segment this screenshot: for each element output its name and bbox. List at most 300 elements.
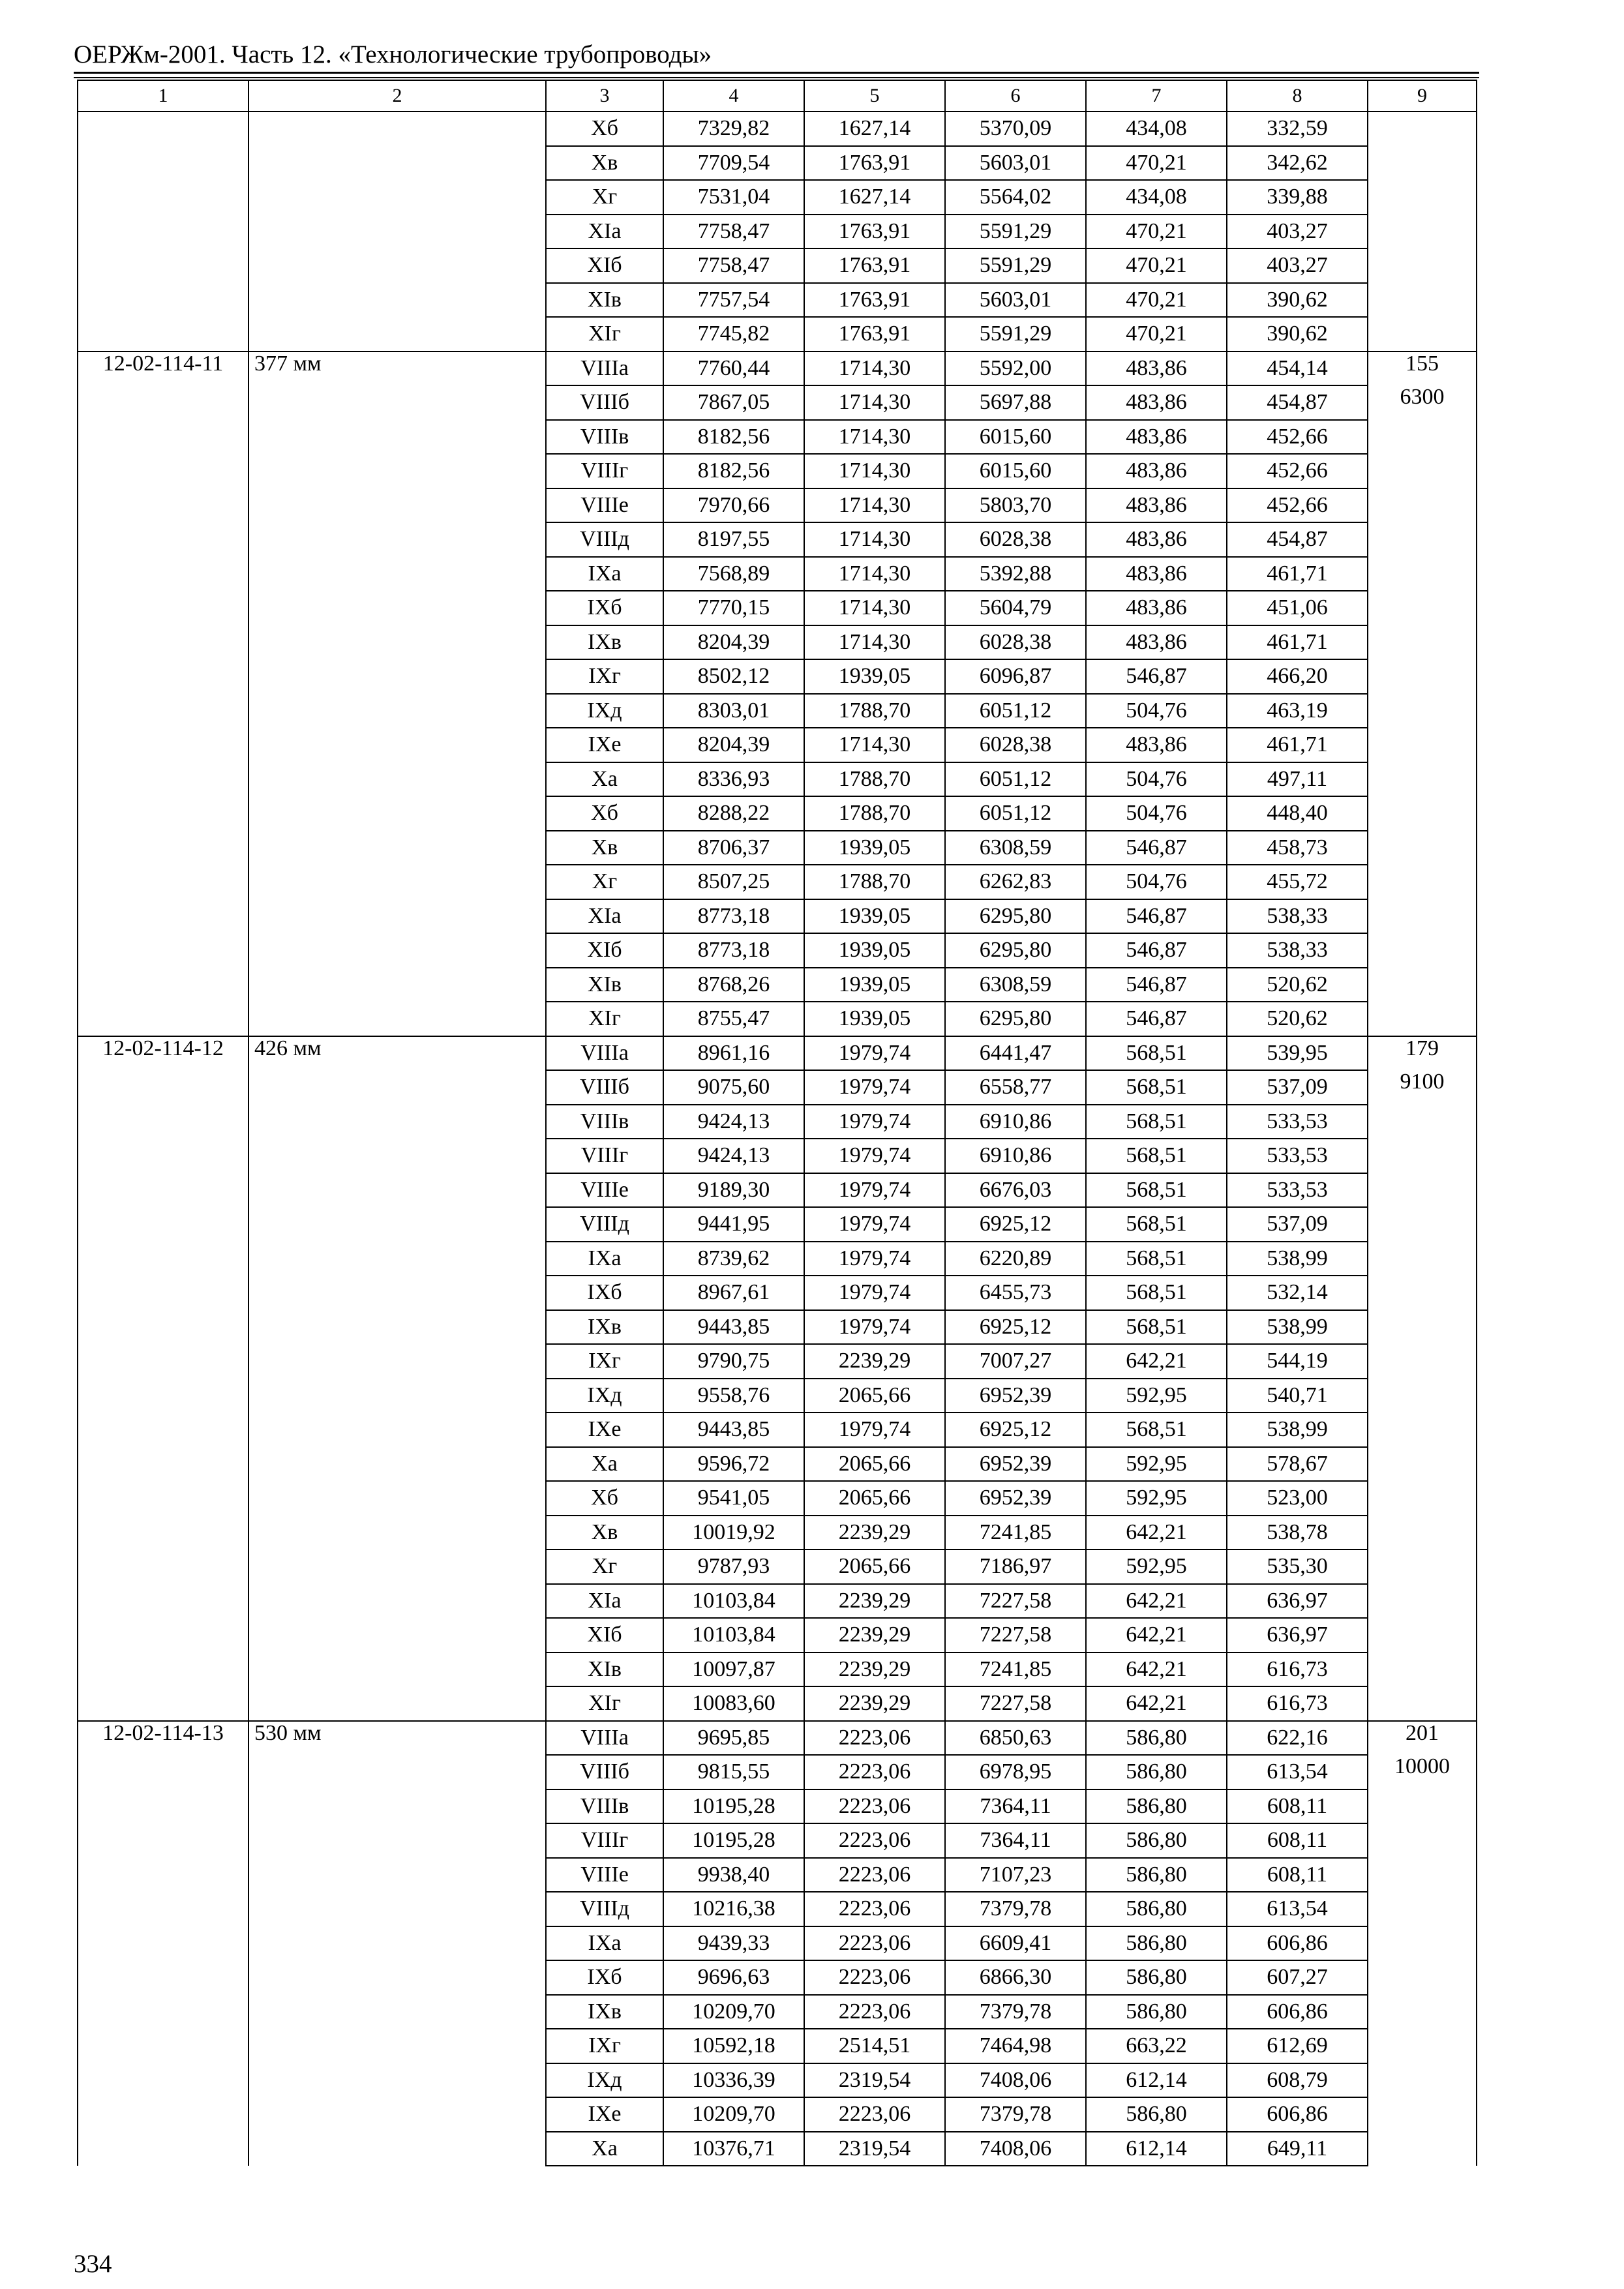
table-row: [78, 796, 1477, 831]
table-row: [78, 1413, 1477, 1447]
zone-cell: Xг: [546, 180, 663, 215]
rate-code: [78, 1823, 248, 1858]
wages-cell: 1979,74: [804, 1070, 945, 1105]
wages-cell: 1714,30: [804, 385, 945, 420]
wages-cell: 1979,74: [804, 1036, 945, 1071]
pipe-diameter: [248, 933, 546, 968]
rate-code: [78, 146, 248, 181]
machines-cell: 5603,01: [945, 146, 1086, 181]
operators-wages-cell: 592,95: [1086, 1481, 1227, 1516]
operators-wages-cell: 568,51: [1086, 1413, 1227, 1447]
table-row: [78, 1549, 1477, 1584]
wages-cell: 1979,74: [804, 1242, 945, 1276]
materials-cell: 606,86: [1227, 2097, 1368, 2132]
table-row: [78, 1926, 1477, 1961]
table-row: [78, 1516, 1477, 1550]
machines-cell: 7227,58: [945, 1686, 1086, 1721]
total-cost-cell: 9938,40: [663, 1858, 804, 1893]
wages-cell: 1714,30: [804, 557, 945, 591]
zone-cell: XIг: [546, 1002, 663, 1036]
zone-cell: Xа: [546, 2132, 663, 2166]
machines-cell: 7379,78: [945, 1995, 1086, 2029]
wages-cell: 1763,91: [804, 317, 945, 352]
total-cost-cell: 8336,93: [663, 762, 804, 797]
rate-code: [78, 557, 248, 591]
machines-cell: 6295,80: [945, 1002, 1086, 1036]
rate-code: [78, 2132, 248, 2166]
materials-cell: 403,27: [1227, 215, 1368, 249]
column-number: 3: [546, 80, 663, 112]
rate-code: [78, 1516, 248, 1550]
materials-cell: 539,95: [1227, 1036, 1368, 1071]
pipe-diameter: [248, 899, 546, 934]
wages-cell: 1627,14: [804, 180, 945, 215]
materials-cell: 537,09: [1227, 1070, 1368, 1105]
pipe-diameter: [248, 1995, 546, 2029]
total-cost-cell: 8502,12: [663, 659, 804, 694]
machines-cell: 6015,60: [945, 420, 1086, 455]
wages-cell: 2223,06: [804, 1892, 945, 1926]
materials-cell: 454,87: [1227, 522, 1368, 557]
operators-wages-cell: 586,80: [1086, 1755, 1227, 1789]
column-number-row: [78, 80, 1477, 112]
wages-cell: 1714,30: [804, 625, 945, 660]
extra-value: [1368, 522, 1477, 557]
zone-cell: Xг: [546, 1549, 663, 1584]
pipe-diameter: [248, 1755, 546, 1789]
extra-value: [1368, 146, 1477, 181]
machines-cell: 6910,86: [945, 1105, 1086, 1139]
machines-cell: 5803,70: [945, 488, 1086, 523]
materials-cell: 538,99: [1227, 1413, 1368, 1447]
header-rule-thin: [74, 77, 1479, 78]
materials-cell: 606,86: [1227, 1995, 1368, 2029]
machines-cell: 6925,12: [945, 1413, 1086, 1447]
zone-cell: XIа: [546, 215, 663, 249]
operators-wages-cell: 586,80: [1086, 1960, 1227, 1995]
zone-cell: VIIIб: [546, 385, 663, 420]
operators-wages-cell: 546,87: [1086, 831, 1227, 865]
extra-value: [1368, 1516, 1477, 1550]
materials-cell: 622,16: [1227, 1721, 1368, 1756]
rate-code: [78, 1002, 248, 1036]
pipe-diameter: [248, 1379, 546, 1413]
table-row: [78, 522, 1477, 557]
pipe-diameter: [248, 1242, 546, 1276]
extra-value: 6300: [1368, 385, 1477, 420]
pipe-diameter: [248, 1549, 546, 1584]
rate-code: [78, 1926, 248, 1961]
pipe-diameter: [248, 1960, 546, 1995]
rate-code: [78, 659, 248, 694]
zone-cell: IXг: [546, 659, 663, 694]
pipe-diameter: [248, 1686, 546, 1721]
materials-cell: 606,86: [1227, 1926, 1368, 1961]
rate-code: [78, 2063, 248, 2098]
rate-code: [78, 1447, 248, 1482]
operators-wages-cell: 568,51: [1086, 1105, 1227, 1139]
wages-cell: 2239,29: [804, 1584, 945, 1619]
total-cost-cell: 7867,05: [663, 385, 804, 420]
machines-cell: 7379,78: [945, 2097, 1086, 2132]
extra-value: [1368, 420, 1477, 455]
pipe-diameter: [248, 180, 546, 215]
header-rule: [74, 72, 1479, 74]
table-row: [78, 1276, 1477, 1310]
pipe-diameter: [248, 1858, 546, 1893]
table-row: [78, 659, 1477, 694]
operators-wages-cell: 546,87: [1086, 899, 1227, 934]
rate-code: 12-02-114-13: [78, 1721, 248, 1756]
rate-code: [78, 385, 248, 420]
table-row: [78, 1892, 1477, 1926]
pipe-diameter: [248, 968, 546, 1002]
operators-wages-cell: 568,51: [1086, 1207, 1227, 1242]
zone-cell: VIIIд: [546, 1892, 663, 1926]
zone-cell: VIIIг: [546, 454, 663, 488]
total-cost-cell: 8768,26: [663, 968, 804, 1002]
zone-cell: VIIIа: [546, 352, 663, 386]
table-row: [78, 352, 1477, 386]
operators-wages-cell: 586,80: [1086, 1995, 1227, 2029]
operators-wages-cell: 483,86: [1086, 352, 1227, 386]
zone-cell: IXе: [546, 728, 663, 762]
operators-wages-cell: 612,14: [1086, 2132, 1227, 2166]
operators-wages-cell: 642,21: [1086, 1618, 1227, 1653]
materials-cell: 532,14: [1227, 1276, 1368, 1310]
operators-wages-cell: 483,86: [1086, 728, 1227, 762]
machines-cell: 6308,59: [945, 831, 1086, 865]
extra-value: [1368, 762, 1477, 797]
extra-value: [1368, 1789, 1477, 1824]
total-cost-cell: 8197,55: [663, 522, 804, 557]
materials-cell: 458,73: [1227, 831, 1368, 865]
zone-cell: XIб: [546, 248, 663, 283]
zone-cell: VIIIа: [546, 1721, 663, 1756]
operators-wages-cell: 483,86: [1086, 454, 1227, 488]
materials-cell: 452,66: [1227, 454, 1368, 488]
extra-value: [1368, 1379, 1477, 1413]
table-row: [78, 1447, 1477, 1482]
operators-wages-cell: 586,80: [1086, 1721, 1227, 1756]
materials-cell: 454,14: [1227, 352, 1368, 386]
materials-cell: 452,66: [1227, 488, 1368, 523]
pipe-diameter: [248, 283, 546, 318]
machines-cell: 7227,58: [945, 1584, 1086, 1619]
materials-cell: 607,27: [1227, 1960, 1368, 1995]
wages-cell: 1979,74: [804, 1105, 945, 1139]
materials-cell: 497,11: [1227, 762, 1368, 797]
rate-code: [78, 728, 248, 762]
pipe-diameter: [248, 1070, 546, 1105]
rate-code: [78, 625, 248, 660]
materials-cell: 454,87: [1227, 385, 1368, 420]
materials-cell: 533,53: [1227, 1139, 1368, 1173]
extra-value: [1368, 899, 1477, 934]
table-row: [78, 2097, 1477, 2132]
materials-cell: 342,62: [1227, 146, 1368, 181]
pipe-diameter: [248, 796, 546, 831]
rate-code: [78, 522, 248, 557]
extra-value: [1368, 659, 1477, 694]
zone-cell: VIIIд: [546, 522, 663, 557]
total-cost-cell: 9541,05: [663, 1481, 804, 1516]
wages-cell: 1714,30: [804, 522, 945, 557]
wages-cell: 1979,74: [804, 1276, 945, 1310]
column-number: 4: [663, 80, 804, 112]
table-row: [78, 420, 1477, 455]
rate-code: [78, 2029, 248, 2063]
wages-cell: 2223,06: [804, 1960, 945, 1995]
rate-code: [78, 1070, 248, 1105]
extra-value: [1368, 1584, 1477, 1619]
wages-cell: 1979,74: [804, 1173, 945, 1208]
materials-cell: 403,27: [1227, 248, 1368, 283]
total-cost-cell: 9424,13: [663, 1105, 804, 1139]
operators-wages-cell: 568,51: [1086, 1036, 1227, 1071]
zone-cell: Xа: [546, 1447, 663, 1482]
zone-cell: IXб: [546, 1960, 663, 1995]
table-row: [78, 1002, 1477, 1036]
rate-code: [78, 1310, 248, 1345]
zone-cell: VIIIд: [546, 1207, 663, 1242]
total-cost-cell: 10103,84: [663, 1618, 804, 1653]
machines-cell: 6925,12: [945, 1310, 1086, 1345]
pipe-diameter: [248, 1002, 546, 1036]
wages-cell: 2239,29: [804, 1344, 945, 1379]
extra-value: 10000: [1368, 1755, 1477, 1789]
total-cost-cell: 7745,82: [663, 317, 804, 352]
materials-cell: 461,71: [1227, 557, 1368, 591]
wages-cell: 1714,30: [804, 488, 945, 523]
operators-wages-cell: 483,86: [1086, 557, 1227, 591]
total-cost-cell: 9696,63: [663, 1960, 804, 1995]
total-cost-cell: 7329,82: [663, 112, 804, 146]
zone-cell: IXб: [546, 1276, 663, 1310]
wages-cell: 2065,66: [804, 1379, 945, 1413]
operators-wages-cell: 470,21: [1086, 248, 1227, 283]
materials-cell: 535,30: [1227, 1549, 1368, 1584]
extra-value: [1368, 728, 1477, 762]
machines-cell: 6308,59: [945, 968, 1086, 1002]
machines-cell: 7408,06: [945, 2063, 1086, 2098]
operators-wages-cell: 568,51: [1086, 1310, 1227, 1345]
machines-cell: 7227,58: [945, 1618, 1086, 1653]
extra-value: [1368, 1686, 1477, 1721]
operators-wages-cell: 568,51: [1086, 1242, 1227, 1276]
materials-cell: 466,20: [1227, 659, 1368, 694]
pipe-diameter: [248, 1653, 546, 1687]
operators-wages-cell: 642,21: [1086, 1584, 1227, 1619]
wages-cell: 1714,30: [804, 728, 945, 762]
operators-wages-cell: 586,80: [1086, 1858, 1227, 1893]
machines-cell: 6925,12: [945, 1207, 1086, 1242]
table-row: [78, 454, 1477, 488]
machines-cell: 5603,01: [945, 283, 1086, 318]
pipe-diameter: [248, 2097, 546, 2132]
pipe-diameter: [248, 762, 546, 797]
table-row: [78, 694, 1477, 728]
materials-cell: 616,73: [1227, 1653, 1368, 1687]
operators-wages-cell: 592,95: [1086, 1379, 1227, 1413]
extra-value: [1368, 1173, 1477, 1208]
materials-cell: 613,54: [1227, 1892, 1368, 1926]
materials-cell: 390,62: [1227, 283, 1368, 318]
total-cost-cell: 8739,62: [663, 1242, 804, 1276]
extra-value: [1368, 933, 1477, 968]
operators-wages-cell: 568,51: [1086, 1139, 1227, 1173]
machines-cell: 5392,88: [945, 557, 1086, 591]
machines-cell: 5592,00: [945, 352, 1086, 386]
operators-wages-cell: 642,21: [1086, 1653, 1227, 1687]
machines-cell: 7408,06: [945, 2132, 1086, 2166]
machines-cell: 5697,88: [945, 385, 1086, 420]
table-row: [78, 899, 1477, 934]
wages-cell: 1763,91: [804, 215, 945, 249]
extra-value: [1368, 180, 1477, 215]
rate-code: [78, 1481, 248, 1516]
total-cost-cell: 10209,70: [663, 1995, 804, 2029]
pipe-diameter: [248, 625, 546, 660]
extra-value: [1368, 2029, 1477, 2063]
rate-code: [78, 112, 248, 146]
table-row: [78, 865, 1477, 899]
wages-cell: 2239,29: [804, 1618, 945, 1653]
extra-value: [1368, 1926, 1477, 1961]
column-number: 9: [1368, 80, 1477, 112]
total-cost-cell: 9075,60: [663, 1070, 804, 1105]
wages-cell: 1714,30: [804, 352, 945, 386]
table-row: [78, 2132, 1477, 2166]
extra-value: [1368, 831, 1477, 865]
table-row: [78, 1036, 1477, 1071]
extra-value: [1368, 1242, 1477, 1276]
pipe-diameter: [248, 694, 546, 728]
wages-cell: 1788,70: [804, 865, 945, 899]
total-cost-cell: 8706,37: [663, 831, 804, 865]
machines-cell: 6676,03: [945, 1173, 1086, 1208]
materials-cell: 608,11: [1227, 1858, 1368, 1893]
pipe-diameter: [248, 1789, 546, 1824]
pipe-diameter: [248, 728, 546, 762]
operators-wages-cell: 434,08: [1086, 180, 1227, 215]
pipe-diameter: [248, 385, 546, 420]
table-row: [78, 283, 1477, 318]
extra-value: 9100: [1368, 1070, 1477, 1105]
zone-cell: XIб: [546, 933, 663, 968]
wages-cell: 1979,74: [804, 1207, 945, 1242]
operators-wages-cell: 642,21: [1086, 1344, 1227, 1379]
wages-cell: 2319,54: [804, 2132, 945, 2166]
wages-cell: 1979,74: [804, 1413, 945, 1447]
extra-value: [1368, 1139, 1477, 1173]
zone-cell: XIа: [546, 899, 663, 934]
wages-cell: 1714,30: [804, 454, 945, 488]
operators-wages-cell: 470,21: [1086, 146, 1227, 181]
machines-cell: 6455,73: [945, 1276, 1086, 1310]
machines-cell: 6096,87: [945, 659, 1086, 694]
total-cost-cell: 8961,16: [663, 1036, 804, 1071]
rate-code: [78, 1789, 248, 1824]
extra-value: [1368, 796, 1477, 831]
table-row: [78, 1789, 1477, 1824]
operators-wages-cell: 586,80: [1086, 1823, 1227, 1858]
materials-cell: 451,06: [1227, 591, 1368, 625]
rate-code: [78, 248, 248, 283]
machines-cell: 5591,29: [945, 215, 1086, 249]
total-cost-cell: 9596,72: [663, 1447, 804, 1482]
machines-cell: 6028,38: [945, 625, 1086, 660]
pipe-diameter: [248, 1207, 546, 1242]
materials-cell: 613,54: [1227, 1755, 1368, 1789]
operators-wages-cell: 504,76: [1086, 694, 1227, 728]
total-cost-cell: 8755,47: [663, 1002, 804, 1036]
materials-cell: 537,09: [1227, 1207, 1368, 1242]
table-row: [78, 1686, 1477, 1721]
machines-cell: 6910,86: [945, 1139, 1086, 1173]
pipe-diameter: [248, 112, 546, 146]
materials-cell: 608,11: [1227, 1823, 1368, 1858]
total-cost-cell: 10103,84: [663, 1584, 804, 1619]
wages-cell: 1788,70: [804, 796, 945, 831]
pipe-diameter: [248, 1173, 546, 1208]
rate-code: [78, 762, 248, 797]
operators-wages-cell: 568,51: [1086, 1070, 1227, 1105]
operators-wages-cell: 586,80: [1086, 1789, 1227, 1824]
zone-cell: IXг: [546, 2029, 663, 2063]
zone-cell: XIб: [546, 1618, 663, 1653]
table-row: [78, 488, 1477, 523]
pipe-diameter: [248, 488, 546, 523]
rate-code: [78, 2097, 248, 2132]
machines-cell: 5370,09: [945, 112, 1086, 146]
extra-value: [1368, 2097, 1477, 2132]
rate-code: [78, 831, 248, 865]
wages-cell: 1763,91: [804, 248, 945, 283]
table-row: [78, 1242, 1477, 1276]
page-header: ОЕРЖм-2001. Часть 12. «Технологические трубопроводы»: [74, 40, 712, 68]
operators-wages-cell: 483,86: [1086, 488, 1227, 523]
total-cost-cell: 9695,85: [663, 1721, 804, 1756]
extra-value: [1368, 1105, 1477, 1139]
wages-cell: 1939,05: [804, 831, 945, 865]
operators-wages-cell: 546,87: [1086, 659, 1227, 694]
table-row: [78, 968, 1477, 1002]
extra-value: [1368, 454, 1477, 488]
total-cost-cell: 8288,22: [663, 796, 804, 831]
zone-cell: VIIIб: [546, 1755, 663, 1789]
operators-wages-cell: 642,21: [1086, 1516, 1227, 1550]
machines-cell: 6220,89: [945, 1242, 1086, 1276]
rate-code: [78, 1653, 248, 1687]
zone-cell: IXв: [546, 1995, 663, 2029]
machines-cell: 6262,83: [945, 865, 1086, 899]
pipe-diameter: [248, 317, 546, 352]
wages-cell: 2065,66: [804, 1447, 945, 1482]
zone-cell: Xб: [546, 112, 663, 146]
operators-wages-cell: 568,51: [1086, 1276, 1227, 1310]
operators-wages-cell: 483,86: [1086, 385, 1227, 420]
rate-code: [78, 1173, 248, 1208]
rate-code: [78, 1276, 248, 1310]
rate-code: [78, 283, 248, 318]
extra-value: [1368, 1995, 1477, 2029]
total-cost-cell: 9558,76: [663, 1379, 804, 1413]
extra-value: [1368, 1481, 1477, 1516]
rate-code: [78, 694, 248, 728]
total-cost-cell: 10083,60: [663, 1686, 804, 1721]
total-cost-cell: 10097,87: [663, 1653, 804, 1687]
